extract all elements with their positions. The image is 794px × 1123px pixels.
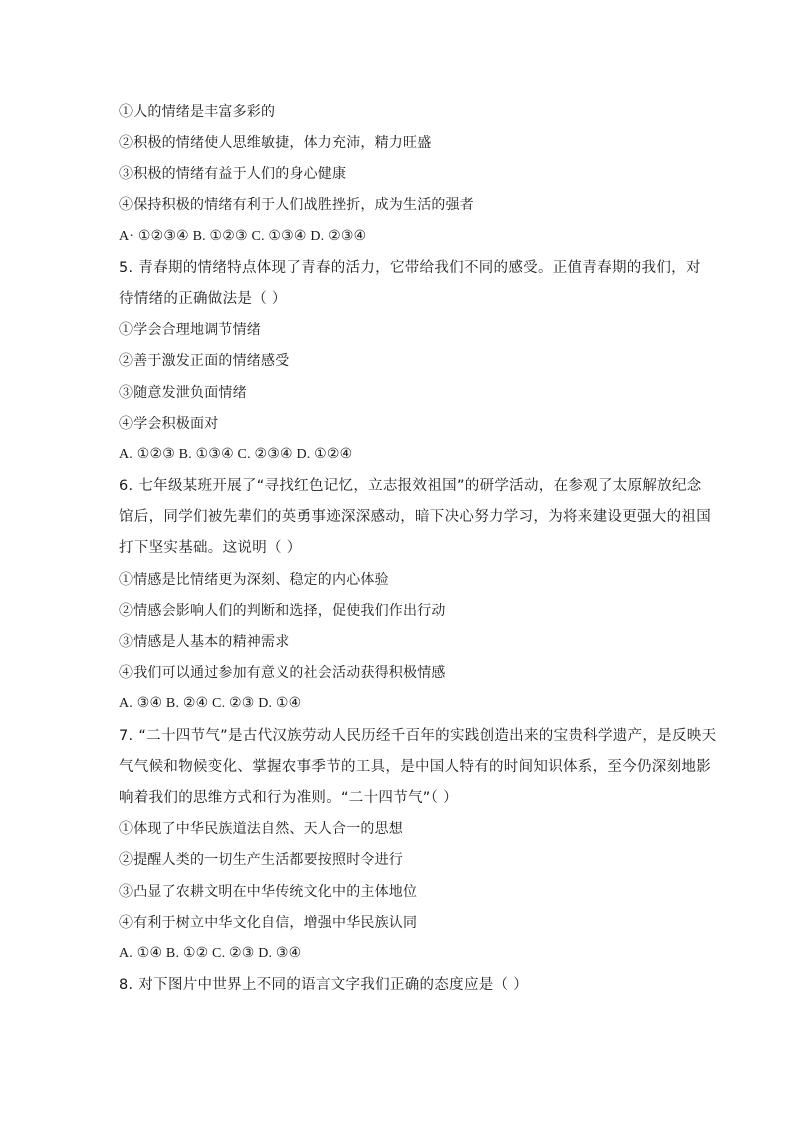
option-line: ③积极的情绪有益于人们的身心健康 [119,166,347,182]
option-line: ④我们可以通过参加有意义的社会活动获得积极情感 [119,665,446,681]
option-line: ②善于激发正面的情绪感受 [119,353,290,369]
option-line: ①体现了中华民族道法自然、天人合一的思想 [119,821,403,837]
answer-choices: A. ③④ B. ②④ C. ②③ D. ①④ [119,696,302,711]
question-5-text: 待情绪的正确做法是（ ） [119,291,287,307]
answer-choices: A. ①④ B. ①② C. ②③ D. ③④ [119,946,302,961]
question-7-text: 响着我们的思维方式和行为准则。“二十四节气”（ ） [119,790,458,806]
option-line: ④学会积极面对 [119,416,219,432]
question-7-text: 7. “二十四节气”是古代汉族劳动人民历经千百年的实践创造出来的宝贵科学遗产，是反映天 [119,728,717,744]
answer-choices: A. ①②③ B. ①③④ C. ②③④ D. ①②④ [119,447,353,462]
question-8-text: 8. 对下图片中世界上不同的语言文字我们正确的态度应是（ ） [119,977,529,993]
option-line: ③情感是人基本的精神需求 [119,634,290,650]
option-line: ④有利于树立中华文化自信，增强中华民族认同 [119,915,418,931]
option-line: ②情感会影响人们的判断和选择，促使我们作出行动 [119,603,446,619]
option-line: ④保持积极的情绪有利于人们战胜挫折，成为生活的强者 [119,197,474,213]
option-line: ③随意发泄负面情绪 [119,385,247,401]
option-line: ①人的情绪是丰富多彩的 [119,104,276,120]
option-line: ②积极的情绪使人思维敏捷，体力充沛，精力旺盛 [119,135,432,151]
answer-choices: A· ①②③④ B. ①②③ C. ①③④ D. ②③④ [119,229,367,244]
question-6-text: 打下坚实基础。这说明（ ） [119,540,302,556]
question-7-text: 气气候和物候变化、掌握农事季节的工具，是中国人特有的时间知识体系，至今仍深刻地影 [119,759,711,775]
option-line: ①情感是比情绪更为深刻、稳定的内心体验 [119,572,389,588]
option-line: ①学会合理地调节情绪 [119,322,261,338]
question-6-text: 馆后，同学们被先辈们的英勇事迹深深感动，暗下决心努力学习，为将来建设更强大的祖国 [119,509,711,525]
question-6-text: 6. 七年级某班开展了“寻找红色记忆，立志报效祖国”的研学活动，在参观了太原解放纪念 [119,478,702,494]
question-5-text: 5. 青春期的情绪特点体现了青春的活力，它带给我们不同的感受。正值青春期的我们，对 [119,260,701,276]
option-line: ③凸显了农耕文明在中华传统文化中的主体地位 [119,884,418,900]
option-line: ②提醒人类的一切生产生活都要按照时令进行 [119,852,403,868]
